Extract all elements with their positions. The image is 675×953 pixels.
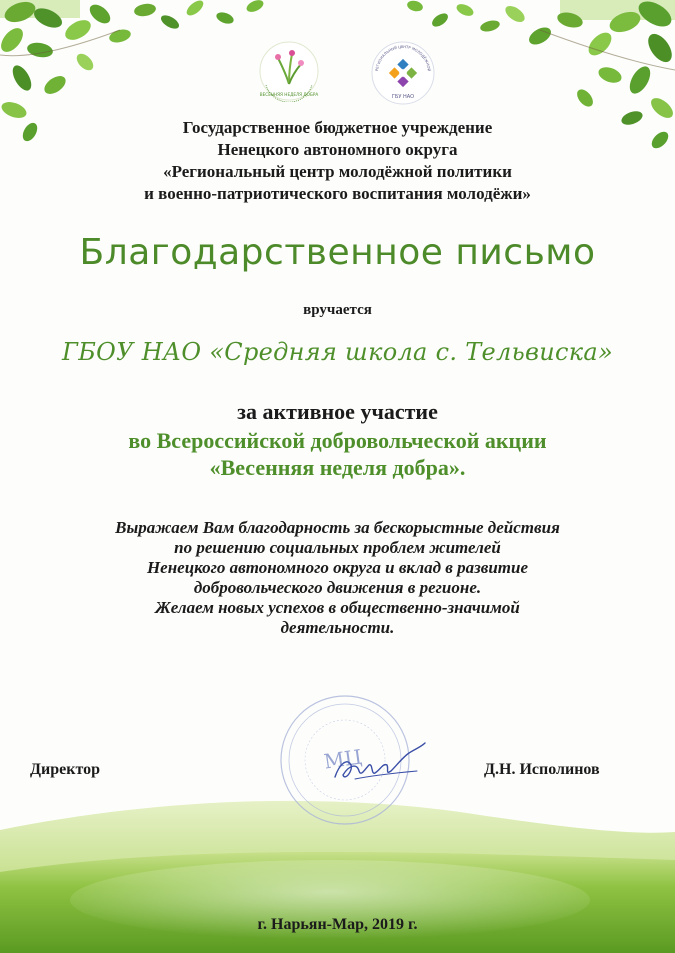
gratitude-line-1: Выражаем Вам благодарность за бескорыстные действия bbox=[115, 518, 560, 537]
spring-week-logo-text: ВЕСЕННЯЯ НЕДЕЛЯ ДОБРА bbox=[259, 92, 319, 97]
signatory-role: Директор bbox=[30, 761, 100, 778]
gratitude-line-2: по решению социальных проблем жителей bbox=[174, 538, 501, 557]
event-line-2: «Весенняя неделя добра». bbox=[209, 455, 466, 480]
awarded-label: вручается bbox=[303, 302, 372, 318]
youth-center-logo-bottom-text: ГБУ НАО bbox=[391, 94, 415, 100]
document-title: Благодарственное письмо bbox=[79, 232, 596, 273]
signatory-name: Д.Н. Исполинов bbox=[484, 761, 600, 778]
organization-line-3: «Региональный центр молодёжной политики bbox=[163, 162, 512, 181]
award-reason: за активное участие bbox=[237, 399, 438, 424]
place-and-date: г. Нарьян-Мар, 2019 г. bbox=[257, 916, 418, 933]
youth-center-logo bbox=[370, 40, 436, 106]
director-signature bbox=[325, 735, 435, 795]
event-line-1: во Всероссийской добровольческой акции bbox=[128, 428, 547, 453]
organization-line-2: Ненецкого автономного округа bbox=[217, 140, 458, 159]
recipient-name: ГБОУ НАО «Средняя школа с. Тельвиска» bbox=[62, 338, 613, 366]
gratitude-line-6: деятельности. bbox=[280, 618, 395, 637]
organization-line-1: Государственное бюджетное учреждение bbox=[182, 118, 493, 137]
organization-line-4: и военно-патриотического воспитания молодёжи» bbox=[144, 184, 531, 203]
spring-week-logo bbox=[258, 40, 320, 102]
youth-center-logo-arc-text: РЕГИОНАЛЬНЫЙ ЦЕНТР МОЛОДЁЖНОЙ bbox=[375, 44, 431, 72]
stamp-center-text: МЦ bbox=[322, 744, 364, 774]
gratitude-line-5: Желаем новых успехов в общественно-значимой bbox=[155, 598, 520, 617]
gratitude-text bbox=[0, 518, 675, 638]
event-name bbox=[0, 427, 675, 481]
organization-header bbox=[0, 117, 675, 205]
gratitude-line-3: Ненецкого автономного округа и вклад в развитие bbox=[146, 558, 529, 577]
gratitude-line-4: добровольческого движения в регионе. bbox=[193, 578, 482, 597]
